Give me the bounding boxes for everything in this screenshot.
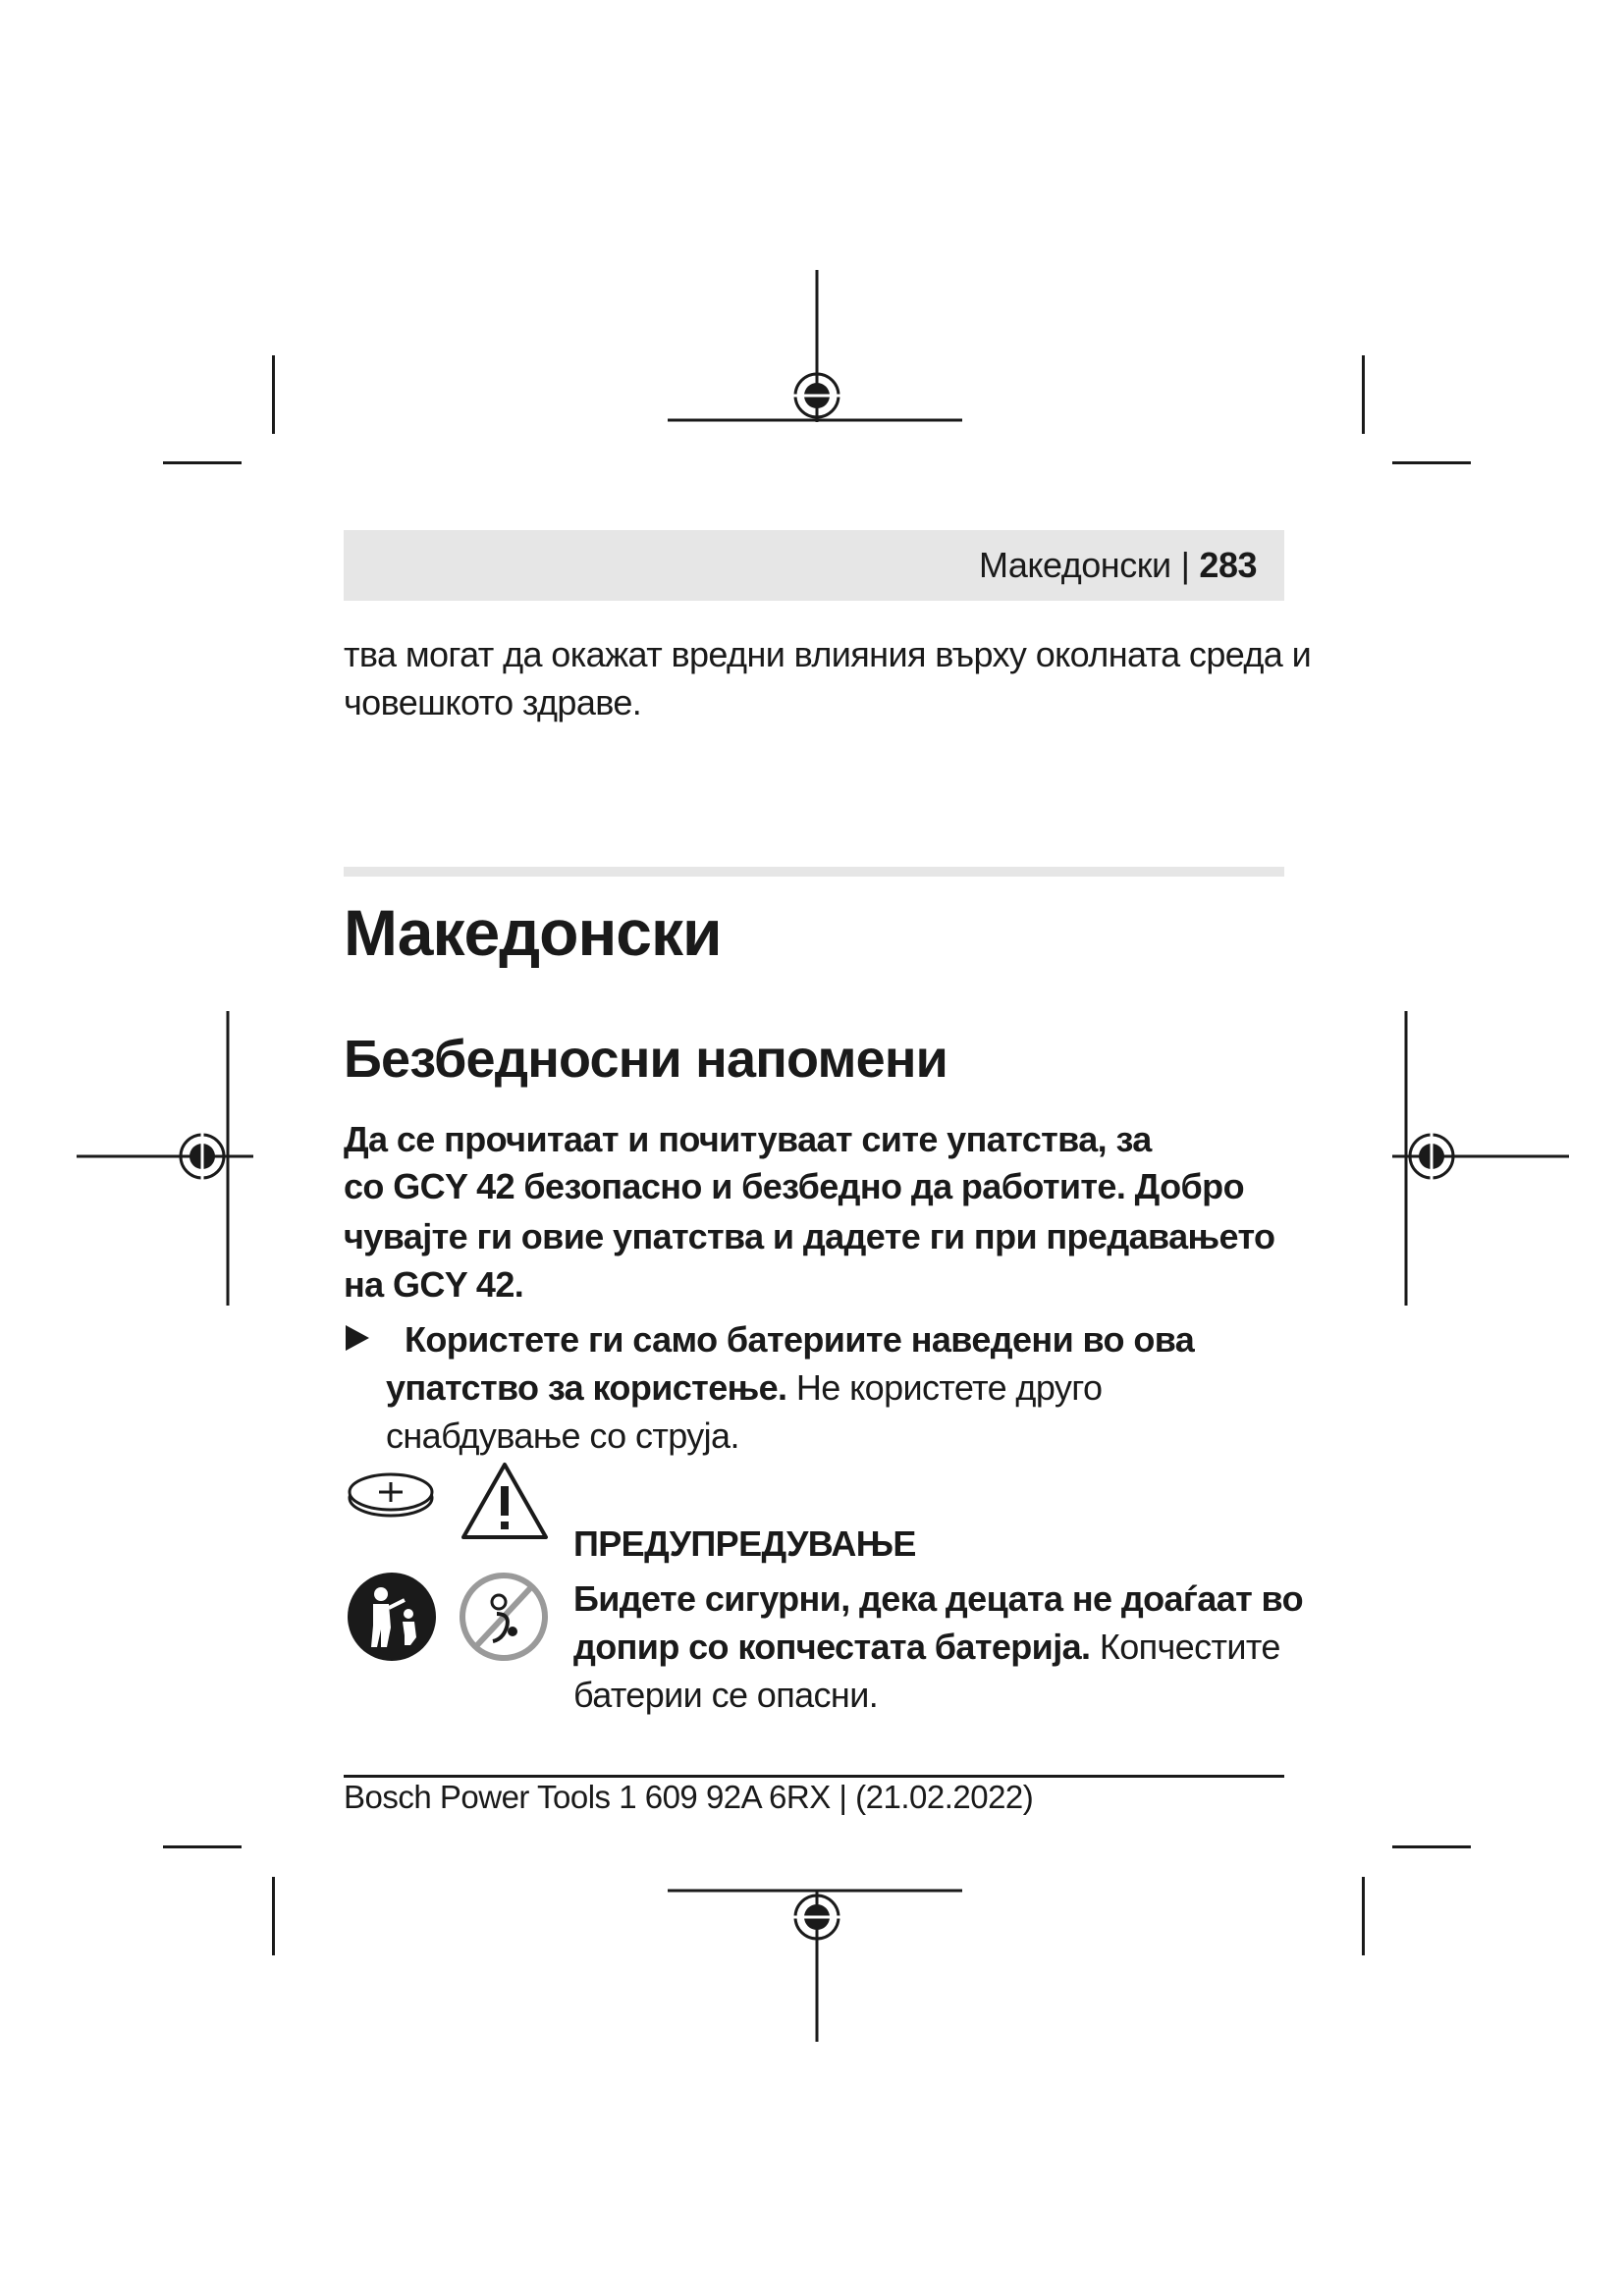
crop-mark [163,1845,242,1848]
section-divider [344,867,1284,877]
warning-bold-text: допир со копчестата батерија. [573,1627,1091,1667]
crop-mark [1392,1845,1471,1848]
crop-mark [1392,461,1471,464]
intro-line: Да се прочитаат и почитуваат сите упатства, за [344,1119,1152,1159]
do-not-swallow-icon [458,1571,550,1663]
crop-mark [1362,355,1365,434]
bullet-line: снабдување со струја. [386,1415,739,1456]
bullet-triangle-icon [346,1325,369,1351]
warning-title: ПРЕДУПРЕДУВАЊЕ [573,1523,916,1564]
bullet-normal-text: Не користете друго [786,1367,1103,1408]
bullet-line [386,1363,1270,1412]
registration-mark-icon [668,1865,962,2042]
warning-normal-text: Копчестите [1090,1627,1280,1667]
warning-line: батерии се опасни. [573,1675,879,1715]
bullet-line: Користете ги само батериите наведени во ова [405,1319,1195,1360]
page-number: 283 [1199,545,1257,585]
footer-text: Bosch Power Tools 1 609 92A 6RX | (21.02.2022) [344,1779,1034,1815]
crop-mark [272,355,275,434]
warning-line [573,1623,1280,1671]
header-separator: | [1180,545,1190,585]
footer-rule [344,1775,1284,1778]
intro-line: на GCY 42. [344,1264,524,1305]
registration-mark-icon [668,270,962,427]
keep-away-from-children-icon [346,1571,438,1663]
running-header [344,530,1284,601]
warning-line: Бидете сигурни, дека децата не доаѓаат во [573,1578,1304,1619]
intro-line: чувајте ги овие упатства и дадете ги при предавањето [344,1216,1275,1256]
crop-mark [1362,1877,1365,1955]
warning-triangle-icon [460,1461,550,1541]
crop-mark [163,461,242,464]
carryover-line: човешкото здраве. [344,682,642,722]
intro-line: со GCY 42 безопасно и безбедно да работите. Добро [344,1166,1244,1206]
coin-battery-icon [346,1468,436,1523]
bullet-bold-text: упатство за користење. [386,1367,787,1408]
registration-mark-icon [1392,1011,1569,1306]
carryover-line: тва могат да окажат вредни влияния върху околната среда и [344,634,1312,674]
subsection-title: Безбедносни напомени [344,1030,948,1089]
header-language: Македонски [978,545,1171,585]
registration-mark-icon [77,1011,253,1306]
section-title: Македонски [344,896,722,969]
crop-mark [272,1877,275,1955]
